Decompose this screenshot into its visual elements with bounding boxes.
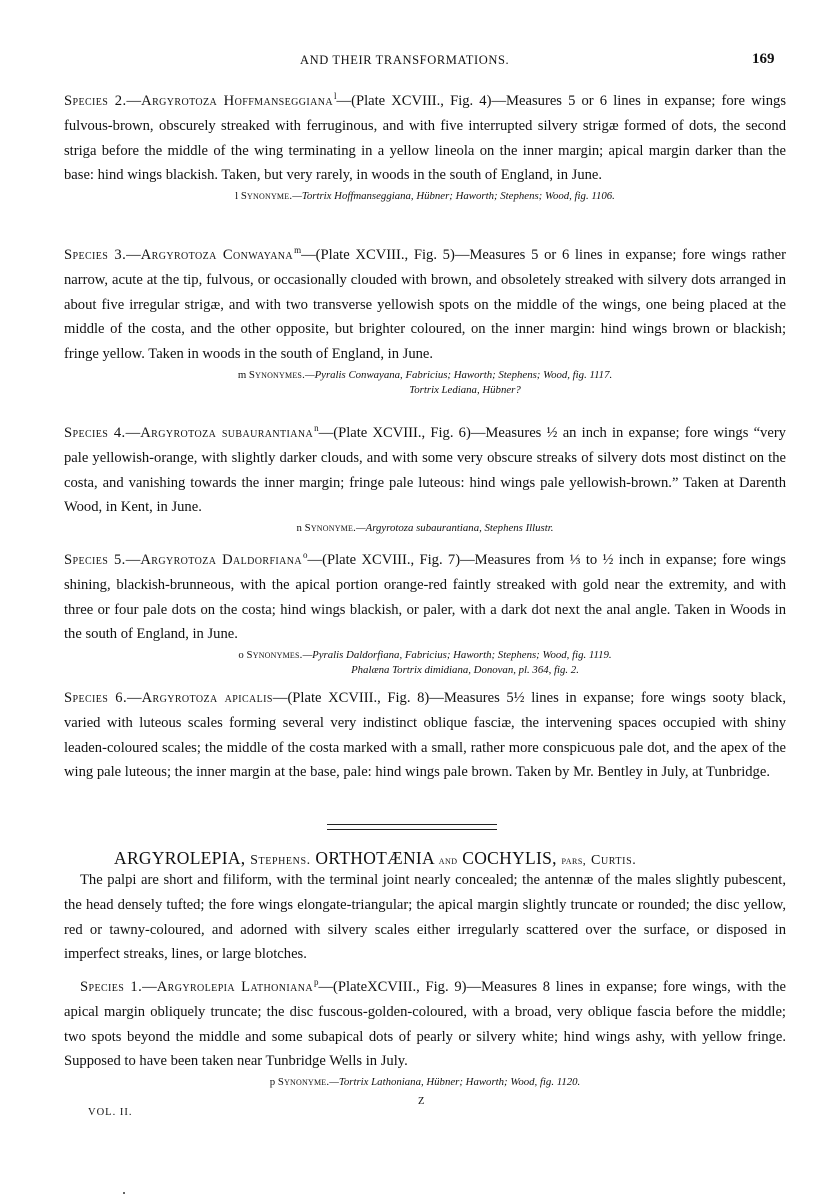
species-text: —(Plate XCVIII., Fig. 5)—Measures 5 or 6 lines in expanse; fore wings rather narrow, acute at the tip, fulvous, or occasionally clouded with brown, and obsoletely streaked with silvery dots arranged in about five irregular strigæ, and with two transverse yellowish spots on the middle of the wings, one being placed at the middle of the costa, and the other opposite, but brighter coloured, on the inner margin: hind wings brown or blackish; fringe yellow. Taken in woods in the south of England, in June.: [64, 247, 786, 363]
species-description: Species 6.—Argyrotoza apicalis—(Plate XCVIII., Fig. 8)—Measures 5½ lines in expanse; fore wings sooty black, varied with luteous scales forming several very indistinct oblique fasciæ, the intervening spaces occupied with shiny leaden-coloured scales; the middle of the costa marked with a small, rather more conspicuous pale dot, and the apex of the wing pale luteous; the inner margin at the base, pale: hind wings pale brown. Taken by Mr. Bentley in July, at Tunbridge.: [64, 690, 786, 781]
genus-pars: pars,: [561, 853, 587, 867]
synonym-label: Synonyme.: [277, 1076, 330, 1089]
species-description: Species 5.—Argyrotoza Daldorfiana$^o$—(Plate XCVIII., Fig. 7)—Measures from ⅓ to ½ inch in expanse; fore wings shining, blackish-brunneous, with the apical portion orange-red faintly streaked with gold near the extremity, and with three or four pale dots on the costa; hind wings blackish, or paler, with a dark dot next the anal angle. Taken in Woods in the south of England, in June.: [64, 550, 786, 643]
genus-conjunction: and: [438, 853, 458, 867]
footnote-marker: l: [235, 190, 239, 203]
species-text: —(PlateXCVIII., Fig. 9)—Measures 8 lines in expanse; fore wings, with the apical margin obliquely truncate; the disc fuscous-golden-coloured, with a broad, very oblique fascia before the middle; two spots beyond the middle and some subapical dots of pearly or silvery white; hind wings ashy, with yellow fringe. Supposed to have been taken near Tunbridge Wells in July.: [64, 979, 786, 1070]
footnote-marker: n: [314, 423, 319, 433]
species-entry: [64, 686, 786, 785]
species-label: Species 5.: [64, 552, 126, 568]
footnote-marker: m: [237, 368, 247, 381]
species-text: —(Plate XCVIII., Fig. 6)—Measures ½ an inch in expanse; fore wings “very pale yellowish-orange, with slightly darker clouds, and with some very obscure streaks of silvery dots most distinct on the costa, and vanishing towards the inner margin; fringe pale luteous: hind wings pale yellowish-brown.” Taken at Darenth Wood, in Kent, in June.: [64, 425, 786, 516]
species-entry: [64, 416, 786, 536]
footnote-marker: o: [303, 550, 308, 560]
synonym-label: Synonymes.: [248, 368, 305, 381]
species-description: Species 2.—Argyrotoza Hoffmanseggiana$^l$—(Plate XCVIII., Fig. 4)—Measures 5 or 6 lines in expanse; fore wings fulvous-brown, obscurely streaked with ferruginous, and with five interrupted silvery strigæ formed of dots, the second striga before the middle of the wing terminating in a yellow lineola on the inner margin; apical margin darker than the base: hind wings blackish. Taken, but very rarely, in woods in the south of England, in June.: [64, 91, 786, 184]
genus-author: Stephens.: [250, 853, 311, 868]
species-name: Argyrotoza Daldorfiana: [140, 552, 303, 568]
running-title: AND THEIR TRANSFORMATIONS.: [300, 53, 510, 67]
genus-author-2: Curtis.: [591, 853, 637, 868]
page-header: [0, 51, 837, 71]
species-name: Argyrotoza Hoffmanseggiana: [141, 93, 333, 109]
species-text: —(Plate XCVIII., Fig. 4)—Measures 5 or 6 lines in expanse; fore wings fulvous-brown, obscurely streaked with ferruginous, and with five interrupted silvery strigæ formed of dots, the second striga before the middle of the wing terminating in a yellow lineola on the inner margin; apical margin darker than the base: hind wings blackish. Taken, but very rarely, in woods in the south of England, in June.: [64, 93, 786, 184]
genus-heading: [114, 848, 754, 869]
synonym-label: Synonymes.: [246, 649, 303, 662]
section-divider: [327, 824, 497, 830]
species-label: Species 6.: [64, 690, 128, 706]
species-entry: [64, 238, 786, 398]
volume-label: VOL. II.: [88, 1107, 133, 1118]
species-entry: [64, 970, 786, 1090]
synonym-footnote: [64, 648, 786, 678]
species-label: Species 2.: [64, 93, 127, 109]
species-text: —(Plate XCVIII., Fig. 8)—Measures 5½ lines in expanse; fore wings sooty black, varied with luteous scales forming several very indistinct oblique fasciæ, the intervening spaces occupied with shiny leaden-coloured scales; the middle of the costa marked with a small, rather more conspicuous pale dot, and the apex of the wing pale luteous; the inner margin at the base, pale: hind wings pale brown. Taken by Mr. Bentley in July, at Tunbridge.: [64, 690, 786, 781]
synonym-text-line2: Tortrix Lediana, Hübner?: [409, 383, 521, 396]
synonym-footnote: [64, 368, 786, 398]
footnote-marker: p: [269, 1076, 276, 1089]
species-description: Species 4.—Argyrotoza subaurantiana$^n$—(Plate XCVIII., Fig. 6)—Measures ½ an inch in expanse; fore wings “very pale yellowish-orange, with slightly darker clouds, and with some very obscure streaks of silvery dots most distinct on the costa, and vanishing towards the inner margin; fringe pale luteous: hind wings pale yellowish-brown.” Taken at Darenth Wood, in Kent, in June.: [64, 423, 786, 516]
species-name: Argyrotoza apicalis: [141, 690, 273, 706]
species-entry: [64, 84, 786, 204]
genus-description-block: [64, 868, 786, 967]
synonym-footnote: [64, 521, 786, 536]
synonym-text: —Argyrotoza subaurantiana, Stephens Illustr.: [356, 522, 554, 535]
footnote-marker: p: [313, 977, 319, 987]
synonym-text: —Tortrix Hoffmanseggiana, Hübner; Haworth; Stephens; Wood, fig. 1106.: [292, 190, 615, 203]
species-name: Argyrolepia Lathoniana: [156, 979, 313, 995]
synonym-footnote: [64, 1075, 786, 1090]
synonym-text-line2: Phalæna Tortrix dimidiana, Donovan, pl. 364, fig. 2.: [351, 664, 579, 677]
footnote-marker: o: [238, 649, 244, 662]
synonym-footnote: [64, 189, 786, 204]
footnote-marker: m: [294, 245, 302, 255]
genus-name-3: COCHYLIS,: [462, 848, 557, 868]
genus-name-2: ORTHOTÆNIA: [315, 848, 435, 868]
species-text: —(Plate XCVIII., Fig. 7)—Measures from ⅓ to ½ inch in expanse; fore wings shining, blackish-brunneous, with the apical portion orange-red faintly streaked with gold near the extremity, and with three or four pale dots on the costa; hind wings blackish, or paler, with a dark dot next the anal angle. Taken in Woods in the south of England, in June.: [64, 552, 786, 643]
footnote-marker: n: [296, 522, 302, 535]
page-number: 169: [752, 51, 775, 67]
print-speck: [123, 1192, 125, 1194]
synonym-text: —Pyralis Daldorfiana, Fabricius; Haworth; Stephens; Wood, fig. 1119.: [302, 649, 612, 662]
species-name: Argyrotoza subaurantiana: [140, 425, 314, 441]
synonym-text: —Pyralis Conwayana, Fabricius; Haworth; Stephens; Wood, fig. 1117.: [304, 368, 613, 381]
genus-description: The palpi are short and filiform, with the terminal joint nearly concealed; the antennæ of the males slightly pubescent, the head densely tufted; the fore wings elongate-triangular; the apical margin slightly truncate or rounded; the disc yellow, red or tawny-coloured, and adorned with silvery scales either irregularly scattered over the surface, or disposed in imperfect streaks, lines, or large blotches.: [64, 872, 786, 963]
species-label: Species 4.: [64, 425, 126, 441]
species-name: Argyrotoza Conwayana: [140, 247, 294, 263]
species-entry: [64, 543, 786, 678]
synonym-label: Synonyme.: [304, 522, 357, 535]
synonym-text: —Tortrix Lathoniana, Hübner; Haworth; Wood, fig. 1120.: [329, 1076, 581, 1089]
synonym-label: Synonyme.: [240, 190, 293, 203]
genus-name: ARGYROLEPIA,: [114, 848, 246, 868]
signature-mark: Z: [418, 1096, 425, 1107]
species-description: Species 1.—Argyrolepia Lathoniana$^p$—(PlateXCVIII., Fig. 9)—Measures 8 lines in expanse; fore wings, with the apical margin obliquely truncate; the disc fuscous-golden-coloured, with a broad, very oblique fascia before the middle; two spots beyond the middle and some subapical dots of pearly or silvery white; hind wings ashy, with yellow fringe. Supposed to have been taken near Tunbridge Wells in July.: [64, 977, 786, 1070]
species-description: Species 3.—Argyrotoza Conwayana$^m$—(Plate XCVIII., Fig. 5)—Measures 5 or 6 lines in expanse; fore wings rather narrow, acute at the tip, fulvous, or occasionally clouded with brown, and obsoletely streaked with silvery dots arranged in about five irregular strigæ, and with two transverse yellowish spots on the middle of the wings, one being placed at the middle of the costa, and the other opposite, but brighter coloured, on the inner margin: hind wings brown or blackish; fringe yellow. Taken in woods in the south of England, in June.: [64, 245, 786, 363]
species-label: Species 1.: [80, 979, 143, 995]
species-label: Species 3.: [64, 247, 127, 263]
footnote-marker: l: [334, 91, 337, 101]
